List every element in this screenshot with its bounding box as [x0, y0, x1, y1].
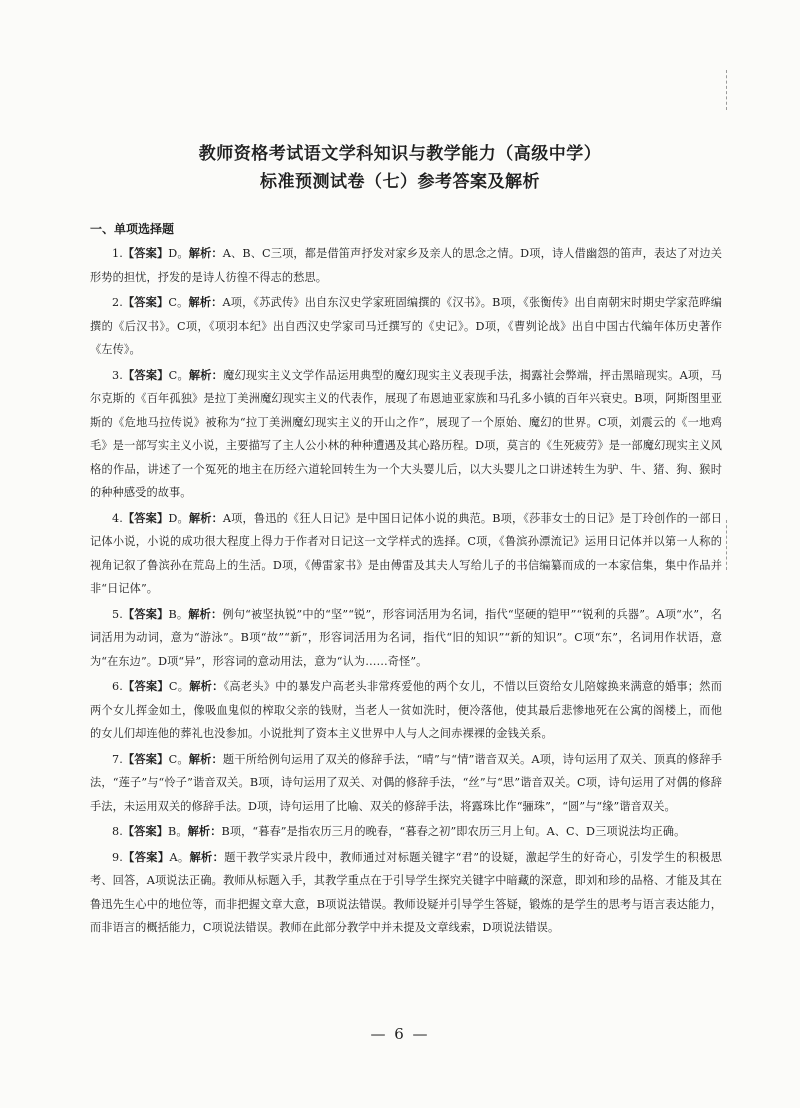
- item-number: 8.: [112, 825, 123, 838]
- analysis-text: 题干所给例句运用了双关的修辞手法，“晴”与“情”谐音双关。A项，诗句运用了双关、顶真的修辞手法，“莲子”与“怜子”谐音双关。B项，诗句运用了双关、对偶的修辞手法，“丝”与“思”谐音双关。C项，诗句运用了对偶的修辞手法，未运用双关的修辞手法。D项，诗句运用了比喻、双关的修辞手法，将露珠比作“骊珠”，“圆”与“缘”谐音双关。: [90, 752, 722, 813]
- answer-value: C。: [168, 680, 190, 693]
- answer-label: 【答案】: [122, 296, 169, 309]
- document-title: 教师资格考试语文学科知识与教学能力（高级中学）: [198, 144, 602, 164]
- answer-item: [90, 675, 722, 746]
- item-number: 2.: [112, 296, 123, 309]
- item-number: 5.: [112, 607, 123, 621]
- answer-item: [90, 242, 722, 289]
- analysis-label: 解析：: [188, 511, 223, 525]
- answer-value: B。: [168, 607, 189, 621]
- answer-item: [90, 291, 722, 362]
- scan-margin-mark: [726, 520, 728, 570]
- answer-label: 【答案】: [122, 752, 169, 766]
- analysis-label: 解析：: [188, 247, 223, 260]
- answer-value: D。: [168, 247, 189, 260]
- answer-value: C。: [168, 752, 189, 766]
- title-block: [0, 140, 800, 196]
- answer-value: B。: [168, 825, 188, 838]
- analysis-label: 解析：: [188, 752, 223, 766]
- answer-item: [90, 603, 722, 674]
- item-number: 9.: [112, 850, 123, 864]
- answer-label: 【答案】: [122, 247, 169, 260]
- item-number: 7.: [112, 752, 123, 766]
- item-number: 3.: [112, 368, 123, 382]
- answer-value: A。: [169, 850, 190, 864]
- item-number: 4.: [112, 511, 123, 525]
- answer-label: 【答案】: [122, 680, 169, 693]
- analysis-label: 解析：: [188, 368, 224, 382]
- answer-label: 【答案】: [122, 368, 169, 382]
- analysis-text: B项，“暮春”是指农历三月的晚春，“暮春之初”即农历三月上旬。A、C、D三项说法均正确。: [221, 825, 686, 838]
- answer-item: [90, 846, 722, 940]
- analysis-label: 解析：: [189, 680, 224, 693]
- item-number: 1.: [112, 247, 123, 260]
- analysis-text: 例句“被坚执锐”中的“坚”“锐”，形容词活用为名词，指代“坚硬的铠甲”“锐利的兵器”。A项“水”，名词活用为动词，意为“游泳”。B项“故”“新”，形容词活用为名词，指代“旧的知识”“新的知识”。C项“东”，名词用作状语，意为“在东边”。D项“异”，形容词的意动用法，意为“认为……奇怪”。: [90, 607, 722, 668]
- document-subtitle: 标准预测试卷（七）参考答案及解析: [260, 172, 540, 192]
- answer-value: C。: [168, 368, 189, 382]
- analysis-text: 《高老头》中的暴发户高老头非常疼爱他的两个女儿，不惜以巨资给女儿陪嫁换来满意的婚事；然而两个女儿挥金如土，像吸血鬼似的榨取父亲的钱财，当老人一贫如洗时，便冷落他，使其最后悲惨地死在公寓的阁楼上，而他的女儿们却连他的葬礼也没参加。小说批判了资本主义世界中人与人之间赤裸裸的金钱关系。: [90, 680, 722, 740]
- answer-item: [90, 748, 722, 819]
- answer-value: C。: [168, 296, 189, 309]
- answer-item: [90, 364, 722, 505]
- analysis-label: 解析：: [188, 607, 223, 621]
- answer-content: [90, 218, 722, 942]
- analysis-text: 题干教学实录片段中，教师通过对标题关键字“君”的设疑，激起学生的好奇心，引发学生的积极思考、回答，A项说法正确。教师从标题入手，其教学重点在于引导学生探究关键字中暗藏的深意，即刘和珍的品格、才能及其在鲁迅先生心中的地位等，而非把握文章大意，B项说法错误。教师设疑并引导学生答疑，锻炼的是学生的思考与语言表达能力，而非语言的概括能力，C项说法错误。教师在此部分教学中并未提及文章线索，D项说法错误。: [90, 850, 722, 934]
- page-number: — 6 —: [370, 1025, 430, 1043]
- answer-label: 【答案】: [122, 511, 169, 525]
- analysis-text: A、B、C三项，都是借笛声抒发对家乡及亲人的思念之情。D项，诗人借幽怨的笛声，表达了对边关形势的担忧，抒发的是诗人彷徨不得志的愁思。: [90, 247, 722, 284]
- answer-label: 【答案】: [122, 607, 169, 621]
- answer-label: 【答案】: [122, 850, 170, 864]
- analysis-text: A项，《苏武传》出自东汉史学家班固编撰的《汉书》。B项，《张衡传》出自南朝宋时期史学家范晔编撰的《后汉书》。C项，《项羽本纪》出自西汉史学家司马迁撰写的《史记》。D项，《曹刿论战》出自中国古代编年体历史著作《左传》。: [90, 296, 722, 356]
- analysis-label: 解析：: [188, 296, 223, 309]
- analysis-label: 解析：: [189, 850, 225, 864]
- answer-value: D。: [168, 511, 189, 525]
- analysis-label: 解析：: [187, 825, 222, 838]
- analysis-text: 魔幻现实主义文学作品运用典型的魔幻现实主义表现手法，揭露社会弊端，抨击黑暗现实。A项，马尔克斯的《百年孤独》是拉丁美洲魔幻现实主义的代表作，展现了布恩迪亚家族和马孔多小镇的百年兴衰史。B项，阿斯图里亚斯的《危地马拉传说》被称为“拉丁美洲魔幻现实主义的开山之作”，展现了一个原始、魔幻的世界。C项，刘震云的《一地鸡毛》是一部写实主义小说，主要描写了主人公小林的种种遭遇及其心路历程。D项，莫言的《生死疲劳》是一部魔幻现实主义风格的作品，讲述了一个冤死的地主在历经六道轮回转生为一个大头婴儿后，以大头婴儿之口讲述转生为驴、牛、猪、狗、猴时的种种感受的故事。: [90, 368, 723, 499]
- section-heading: 一、单项选择题: [90, 222, 175, 236]
- scan-margin-mark: [726, 70, 728, 110]
- answer-label: 【答案】: [122, 825, 169, 838]
- analysis-text: A项，鲁迅的《狂人日记》是中国日记体小说的典范。B项，《莎菲女士的日记》是丁玲创作的一部日记体小说，小说的成功很大程度上得力于作者对日记这一文学样式的选择。C项，《鲁滨孙漂流记》运用日记体并以第一人称的视角记叙了鲁滨孙在荒岛上的生活。D项，《傅雷家书》是由傅雷及其夫人写给儿子的书信编纂而成的一本家信集，集中作品并非“日记体”。: [90, 511, 723, 595]
- answer-item: [90, 820, 722, 844]
- answer-item: [90, 507, 722, 601]
- item-number: 6.: [112, 680, 123, 693]
